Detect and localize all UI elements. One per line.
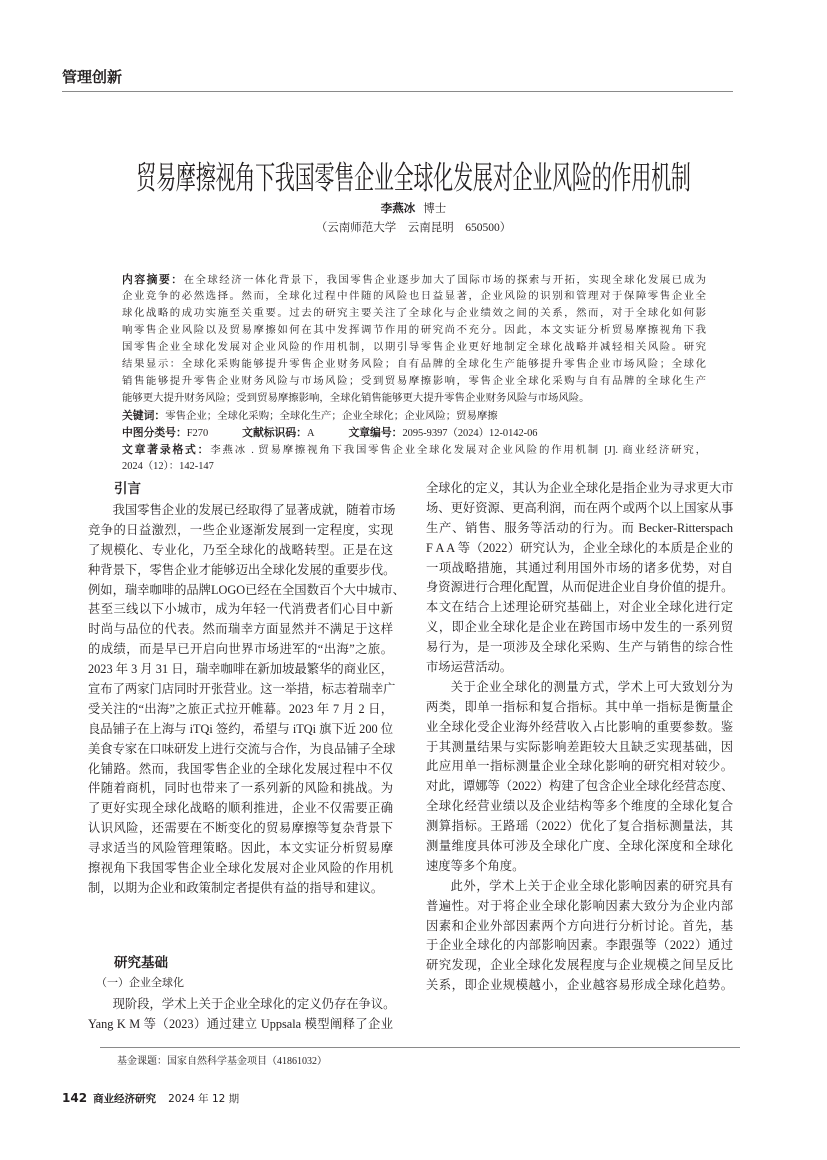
abstract-line bbox=[122, 339, 706, 356]
text-line: F A A 等（2022）研究认为，企业全球化的本质是企业的 bbox=[426, 540, 733, 555]
citation-line-2: 2024（12）：142-147 bbox=[122, 461, 214, 472]
text-line: 受关注的“出海”之旅正式拉开帷幕。2023 年 7 月 2 日， bbox=[88, 701, 393, 716]
citation-value: 李燕冰 . 贸易摩擦视角下我国零售企业全球化发展对企业风险的作用机制 [J]. 商业经济研究， bbox=[210, 445, 707, 456]
citation-label: 文章著录格式： bbox=[122, 443, 211, 456]
author-title: 博士 bbox=[423, 203, 447, 215]
keywords-label: 关键词： bbox=[122, 409, 166, 422]
author-line bbox=[0, 201, 827, 216]
header-divider bbox=[62, 91, 733, 92]
text-line: 测算指标。王路瑶（2022）优化了复合指标测量法，其 bbox=[426, 819, 733, 834]
intro-heading: 引言 bbox=[114, 481, 141, 497]
abstract-line-text: 国零售企业全球化发展对企业风险的作用机制，以期引导零售企业更好地制定全球化战略并减轻相关风险。研究 bbox=[122, 342, 706, 353]
abstract-line bbox=[122, 322, 706, 339]
text-line: 因素和企业外部因素两个方向进行分析讨论。首先，基 bbox=[426, 918, 733, 933]
text-line: 现阶段，学术上关于企业全球化的定义仍存在争议。 bbox=[112, 997, 396, 1011]
text-line: 化铺路。然而，我国零售企业的全球化发展过程中不仅 bbox=[88, 761, 393, 776]
text-line: 了更好实现全球化战略的顺利推进，企业不仅需要正确 bbox=[88, 801, 393, 816]
keywords bbox=[122, 407, 706, 424]
text-line: 良品铺子在上海与 iTQi 签约，希望与 iTQi 旗下近 200 位 bbox=[88, 721, 393, 736]
text-line: 此应用单一指标测量企业全球化影响的研究相对较少。 bbox=[426, 759, 733, 774]
abstract-label: 内容摘要： bbox=[122, 273, 184, 286]
article-no-value: 2095-9397（2024）12-0142-06 bbox=[402, 428, 538, 439]
text-line: 关于企业全球化的测量方式，学术上可大致划分为 bbox=[450, 679, 733, 694]
abstract-line-text: 响零售企业风险以及贸易摩擦如何在其中发挥调节作用的研究尚不充分。因此，本文实证分析贸易摩擦视角下我 bbox=[122, 325, 706, 336]
abstract-line bbox=[122, 373, 706, 390]
text-line: 我国零售企业的发展已经取得了显著成就，随着市场 bbox=[112, 503, 396, 517]
text-line: 认识风险，还需要在不断变化的贸易摩擦等复杂背景下 bbox=[88, 821, 393, 836]
author-name: 李燕冰 bbox=[380, 201, 416, 215]
text-line: 全球化经营业绩以及企业结构等多个维度的全球化复合 bbox=[426, 799, 733, 814]
journal-name: 商业经济研究 bbox=[93, 1093, 157, 1105]
abstract-line-text: 球化战略的成功实施至关重要。过去的研究主要关注了全球化与企业绩效之间的关系，然而，对于全球化如何影 bbox=[122, 308, 706, 319]
text-line: 场、更好资源、更高利润，而在两个或两个以上国家从事 bbox=[426, 500, 734, 515]
text-line: 市场运营活动。 bbox=[426, 660, 513, 675]
abstract-line-text: 销售能够提升零售企业财务风险与市场风险；受到贸易摩擦影响，零售企业全球化采购与自有品牌的全球化生产 bbox=[122, 376, 706, 387]
doc-code-label: 文献标识码： bbox=[242, 426, 307, 439]
text-line: 于企业全球化的内部影响因素。李跟强等（2022）通过 bbox=[426, 938, 733, 953]
article-title: 贸易摩擦视角下我国零售企业全球化发展对企业风险的作用机制 bbox=[136, 161, 691, 197]
right-column-text bbox=[426, 479, 733, 996]
text-line: 例如，瑞幸咖啡的品牌LOGO已经在全国数百个大中城市、 bbox=[88, 582, 405, 597]
text-line: 时尚与品位的代表。然而瑞幸方面显然并不满足于这样 bbox=[88, 622, 393, 637]
intro-text bbox=[88, 501, 405, 899]
text-line: 一项战略措施，其通过利用国外市场的诸多优势，对自 bbox=[426, 560, 733, 575]
footnote-divider bbox=[100, 1047, 740, 1048]
text-line: 伴随着商机，同时也带来了一系列新的风险和挑战。为 bbox=[88, 781, 393, 796]
keywords-value: 零售企业；全球化采购；全球化生产；企业全球化；企业风险；贸易摩擦 bbox=[165, 411, 498, 422]
text-line: 对此，谭娜等（2022）构建了包含企业全球化经营态度、 bbox=[426, 779, 734, 794]
abstract-line bbox=[122, 390, 706, 407]
text-line: 本文在结合上述理论研究基础上，对企业全球化进行定 bbox=[426, 600, 733, 615]
article-no-label: 文章编号： bbox=[348, 426, 403, 439]
basis-text-left bbox=[88, 995, 396, 1035]
text-line: 测量维度具体可涉及全球化广度、全球化深度和全球化 bbox=[426, 839, 733, 854]
text-line: 生产、销售、服务等活动的行为。而 Becker-Ritterspach bbox=[426, 520, 733, 535]
text-line: 全球化的定义，其认为企业全球化是指企业为寻求更大市 bbox=[426, 481, 734, 495]
text-line: 种背景下，零售企业才能够迈出全球化发展的重要步伐。 bbox=[88, 562, 396, 577]
text-line: 寻求适当的风险管理策略。因此，本文实证分析贸易摩 bbox=[88, 841, 393, 856]
research-basis-heading: 研究基础 bbox=[114, 955, 168, 971]
text-line: 义，即企业全球化是企业在跨国市场中发生的一系列贸 bbox=[426, 620, 733, 635]
text-line: 了规模化、专业化，乃至全球化的战略转型。正是在这 bbox=[88, 542, 393, 557]
doc-code-value: A bbox=[306, 428, 315, 439]
abstract-line-text: 在全球经济一体化背景下，我国零售企业逐步加大了国际市场的探索与开拓，实现全球化发展已成为 bbox=[183, 275, 707, 286]
citation-line bbox=[122, 441, 706, 458]
abstract-line bbox=[122, 356, 706, 373]
issue: 2024 年 12 期 bbox=[168, 1093, 240, 1105]
subsection-heading: （一）企业全球化 bbox=[96, 977, 184, 989]
abstract-line bbox=[122, 271, 706, 288]
text-line: 宣布了两家门店同时开张营业。这一举措，标志着瑞幸广 bbox=[88, 682, 396, 697]
text-line: 两类，即单一指标和复合指标。其中单一指标是衡量企 bbox=[426, 699, 733, 714]
text-line: 速度等多个角度。 bbox=[426, 858, 525, 873]
text-line: 的成绩，而是早已开启向世界市场进军的“出海”之旅。 bbox=[88, 642, 393, 657]
abstract-line bbox=[122, 305, 706, 322]
text-line: 普遍性。对于将企业全球化影响因素大致分为企业内部 bbox=[426, 898, 733, 913]
text-line: 于其测量结果与实际影响差距较大且缺乏实现基础，因 bbox=[426, 739, 733, 754]
text-line: 身资源进行合理化配置，从而促进企业自身价值的提升。 bbox=[426, 580, 734, 595]
affiliation: （云南师范大学 云南昆明 650500） bbox=[315, 222, 512, 234]
page-number: 142 bbox=[62, 1091, 88, 1105]
text-line: 甚至三线以下小城市，成为年轻一代消费者们心目中新 bbox=[88, 602, 393, 617]
clc-value: F270 bbox=[186, 428, 209, 439]
section-label: 管理创新 bbox=[62, 68, 123, 86]
abstract-block bbox=[122, 271, 706, 475]
fund-note: 基金课题：国家自然科学基金项目（41861032） bbox=[117, 1056, 327, 1067]
abstract-line-text: 结果显示：全球化采购能够提升零售企业财务风险；自有品牌的全球化生产能够提升零售企业市场风险；全球化 bbox=[122, 359, 706, 370]
text-line: 美食专家在口味研发上进行交流与合作，为良品铺子全球 bbox=[88, 741, 396, 756]
clc-label: 中图分类号： bbox=[122, 426, 187, 439]
text-line: Yang K M 等（2023）通过建立 Uppsala 模型阐释了企业 bbox=[88, 1016, 393, 1031]
text-line: 擦视角下我国零售企业全球化发展对企业风险的作用机 bbox=[88, 861, 393, 876]
page-footer bbox=[62, 1091, 239, 1107]
classification-line bbox=[122, 424, 706, 441]
abstract-line-text: 能够更大提升财务风险；受到贸易摩擦影响，全球化销售能够更大提升零售企业财务风险与市场风险。 bbox=[122, 393, 590, 404]
text-line: 2023 年 3 月 31 日，瑞幸咖啡在新加坡最繁华的商业区， bbox=[88, 662, 393, 677]
abstract-line bbox=[122, 288, 706, 305]
text-line: 业全球化受企业海外经营收入占比影响的重要参数。鉴 bbox=[426, 719, 733, 734]
text-line: 制，以期为企业和政策制定者提供有益的指导和建议。 bbox=[88, 880, 384, 895]
text-line: 易行为，是一项涉及全球化采购、生产与销售的综合性 bbox=[426, 640, 733, 655]
text-line: 此外，学术上关于企业全球化影响因素的研究具有 bbox=[450, 878, 733, 893]
abstract-line-text: 企业竞争的必然选择。然而，全球化过程中伴随的风险也日益显著，企业风险的识别和管理对于保障零售企业全 bbox=[122, 291, 706, 302]
text-line: 研究发现，企业全球化发展程度与企业规模之间呈反比 bbox=[426, 958, 733, 973]
abstract-text bbox=[122, 271, 706, 407]
text-line: 竞争的日益激烈，一些企业逐渐发展到一定程度，实现 bbox=[88, 522, 393, 537]
text-line: 关系，即企业规模越小，企业越容易形成全球化趋势。 bbox=[426, 978, 733, 993]
